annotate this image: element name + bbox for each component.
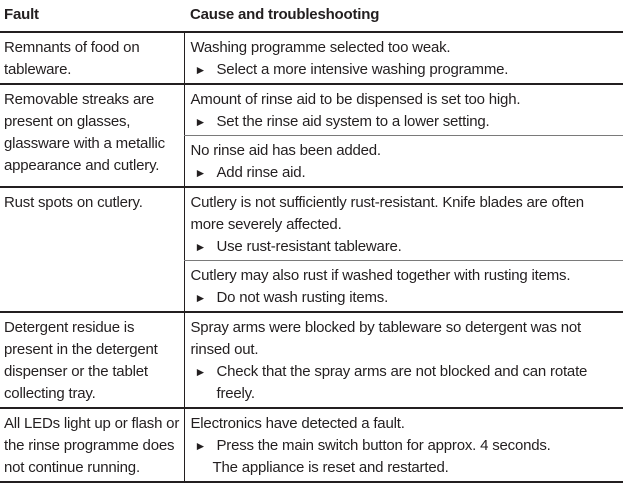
cause-cell <box>184 261 623 313</box>
cause-cell <box>184 312 623 408</box>
cause-cell <box>184 408 623 482</box>
fault-cell: Remnants of food on tableware. <box>0 32 184 84</box>
cause-text: Cutlery is not sufficiently rust-resistant. Knife blades are often more severely affected. <box>190 194 584 233</box>
action-text: Do not wash rusting items. <box>216 289 389 306</box>
action-step <box>191 435 620 457</box>
arrow-bullet-icon: ► <box>194 115 207 129</box>
arrow-bullet-icon: ► <box>194 166 207 180</box>
action-step <box>191 287 620 309</box>
action-text: Use rust-resistant tableware. <box>216 238 402 255</box>
result-note: The appliance is reset and restarted. <box>212 459 449 476</box>
arrow-bullet-icon: ► <box>194 240 207 254</box>
fault-column-header: Fault <box>0 0 184 32</box>
arrow-bullet-icon: ► <box>194 63 207 77</box>
cause-text: Washing programme selected too weak. <box>190 39 451 56</box>
action-step <box>191 162 620 184</box>
action-text: Press the main switch button for approx. 4 seconds. <box>216 437 551 454</box>
cause-cell <box>184 136 623 188</box>
table-row <box>0 408 623 482</box>
table-row <box>0 84 623 136</box>
cause-text: Cutlery may also rust if washed together with rusting items. <box>190 267 571 284</box>
action-text: Set the rinse aid system to a lower setting. <box>216 113 490 130</box>
cause-column-header: Cause and troubleshooting <box>184 0 623 32</box>
cause-text: Amount of rinse aid to be dispensed is set too high. <box>190 91 521 108</box>
action-text: Add rinse aid. <box>216 164 306 181</box>
arrow-bullet-icon: ► <box>194 439 207 453</box>
cause-cell <box>184 84 623 136</box>
action-step <box>191 236 620 258</box>
fault-cell: Removable streaks are present on glasses, glassware with a metallic appearance and cutlery. <box>0 84 184 187</box>
fault-cell: All LEDs light up or flash or the rinse programme does not continue running. <box>0 408 184 482</box>
fault-cell: Rust spots on cutlery. <box>0 187 184 312</box>
cause-cell <box>184 32 623 84</box>
cause-text: Spray arms were blocked by tableware so detergent was not rinsed out. <box>190 319 581 358</box>
cause-text: Electronics have detected a fault. <box>190 415 405 432</box>
table-row <box>0 187 623 261</box>
action-step <box>191 59 620 81</box>
action-text: Select a more intensive washing programme. <box>216 61 509 78</box>
action-step <box>191 361 620 405</box>
table-header-row <box>0 0 623 32</box>
fault-cell: Detergent residue is present in the detergent dispenser or the tablet collecting tray. <box>0 312 184 408</box>
arrow-bullet-icon: ► <box>194 365 207 379</box>
action-text: Check that the spray arms are not blocked and can rotate freely. <box>216 363 588 402</box>
table-row <box>0 32 623 84</box>
cause-cell <box>184 187 623 261</box>
cause-text: No rinse aid has been added. <box>190 142 381 159</box>
arrow-bullet-icon: ► <box>194 291 207 305</box>
action-step <box>191 111 620 133</box>
table-row <box>0 312 623 408</box>
